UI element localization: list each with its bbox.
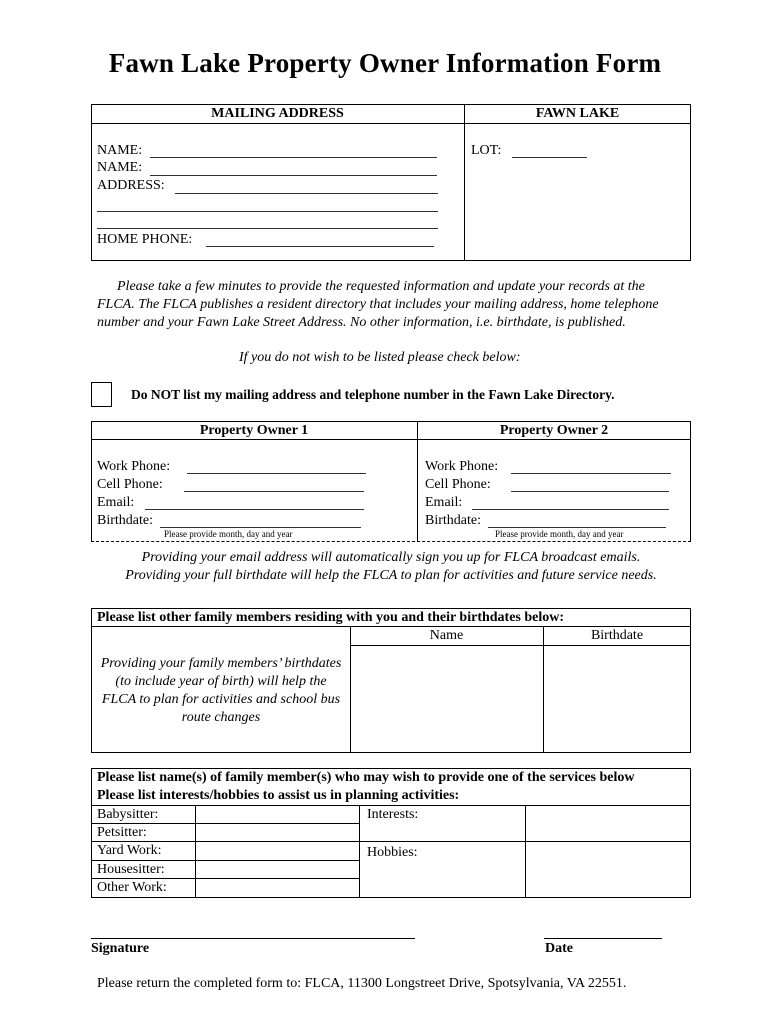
- interests-label: Interests:: [367, 807, 419, 822]
- other-work-field[interactable]: [196, 879, 358, 897]
- owner1-work-phone-label: Work Phone:: [97, 459, 171, 474]
- family-note: Providing your family members’ birthdates (to include year of birth) will help the FLCA to plan for activities and school bus route changes: [100, 656, 342, 725]
- name1-field[interactable]: [150, 157, 437, 158]
- owner2-work-phone-field[interactable]: [511, 473, 671, 474]
- name2-field[interactable]: [150, 175, 437, 176]
- mailing-address-header: MAILING ADDRESS: [211, 106, 344, 121]
- family-name-column: Name: [429, 628, 464, 643]
- fawn-lake-header: FAWN LAKE: [535, 106, 620, 121]
- do-not-list-label: Do NOT list my mailing address and telephone number in the Fawn Lake Directory.: [131, 387, 615, 402]
- intro-paragraph: Please take a few minutes to provide the requested information and update your records at the FLCA. The FLCA publishes a resident directory that includes your mailing address, home telephone number and your Fawn Lake Street Address. No other information, i.e. birthdate, is published.: [97, 279, 659, 330]
- opt-out-prompt: If you do not wish to be listed please check below:: [239, 350, 521, 365]
- address-field[interactable]: [175, 193, 438, 194]
- babysitter-field[interactable]: [196, 806, 358, 822]
- do-not-list-checkbox[interactable]: [91, 382, 112, 407]
- owner1-email-label: Email:: [97, 495, 135, 510]
- owner1-email-field[interactable]: [145, 509, 364, 510]
- owner1-cell-phone-label: Cell Phone:: [97, 477, 163, 492]
- owner2-cell-phone-field[interactable]: [511, 491, 669, 492]
- hobbies-field[interactable]: [526, 842, 690, 897]
- family-header: Please list other family members residing with you and their birthdates below:: [97, 610, 565, 625]
- family-birthdate-cell[interactable]: [544, 646, 690, 752]
- home-phone-label: HOME PHONE:: [97, 232, 193, 247]
- home-phone-field[interactable]: [206, 246, 434, 247]
- hobbies-label: Hobbies:: [367, 845, 418, 860]
- address-label: ADDRESS:: [97, 178, 165, 193]
- owner1-cell-phone-field[interactable]: [184, 491, 364, 492]
- yard-work-field[interactable]: [196, 842, 358, 859]
- name2-label: NAME:: [97, 160, 143, 175]
- birthdate-note: Providing your full birthdate will help the FLCA to plan for activities and future service needs.: [125, 568, 657, 583]
- address-line3-field[interactable]: [97, 228, 438, 229]
- owner2-email-field[interactable]: [472, 509, 669, 510]
- housesitter-field[interactable]: [196, 861, 358, 877]
- owner1-birthdate-hint: Please provide month, day and year: [164, 529, 293, 539]
- owner2-cell-phone-label: Cell Phone:: [425, 477, 491, 492]
- owner2-work-phone-label: Work Phone:: [425, 459, 499, 474]
- babysitter-label: Babysitter:: [97, 807, 159, 822]
- family-name-cell[interactable]: [351, 646, 542, 752]
- family-birthdate-column: Birthdate: [590, 628, 644, 643]
- petsitter-field[interactable]: [196, 824, 358, 840]
- owner2-birthdate-label: Birthdate:: [425, 513, 481, 528]
- date-label: Date: [545, 941, 573, 956]
- lot-field[interactable]: [512, 157, 587, 158]
- petsitter-label: Petsitter:: [97, 825, 147, 840]
- lot-label: LOT:: [471, 143, 502, 158]
- date-line[interactable]: [544, 938, 662, 939]
- email-note: Providing your email address will automatically sign you up for FLCA broadcast emails.: [141, 550, 641, 565]
- signature-line[interactable]: [91, 938, 415, 939]
- other-work-label: Other Work:: [97, 880, 167, 895]
- name1-label: NAME:: [97, 143, 143, 158]
- owner2-birthdate-field[interactable]: [488, 527, 666, 528]
- signature-label: Signature: [91, 941, 150, 956]
- owner1-header: Property Owner 1: [199, 423, 309, 438]
- owner1-birthdate-field[interactable]: [160, 527, 361, 528]
- address-line2-field[interactable]: [97, 211, 438, 212]
- page-title: Fawn Lake Property Owner Information Form: [108, 48, 662, 78]
- yard-work-label: Yard Work:: [97, 843, 162, 858]
- owner2-birthdate-hint: Please provide month, day and year: [495, 529, 624, 539]
- services-header-1: Please list name(s) of family member(s) who may wish to provide one of the services below: [97, 770, 635, 785]
- owner2-header: Property Owner 2: [499, 423, 609, 438]
- services-header-2: Please list interests/hobbies to assist us in planning activities:: [97, 788, 460, 803]
- housesitter-label: Housesitter:: [97, 862, 165, 877]
- owner2-email-label: Email:: [425, 495, 463, 510]
- interests-field[interactable]: [526, 806, 690, 840]
- owner1-work-phone-field[interactable]: [187, 473, 366, 474]
- return-instructions: Please return the completed form to: FLCA, 11300 Longstreet Drive, Spotsylvania, VA 22551.: [97, 976, 627, 991]
- owner1-birthdate-label: Birthdate:: [97, 513, 153, 528]
